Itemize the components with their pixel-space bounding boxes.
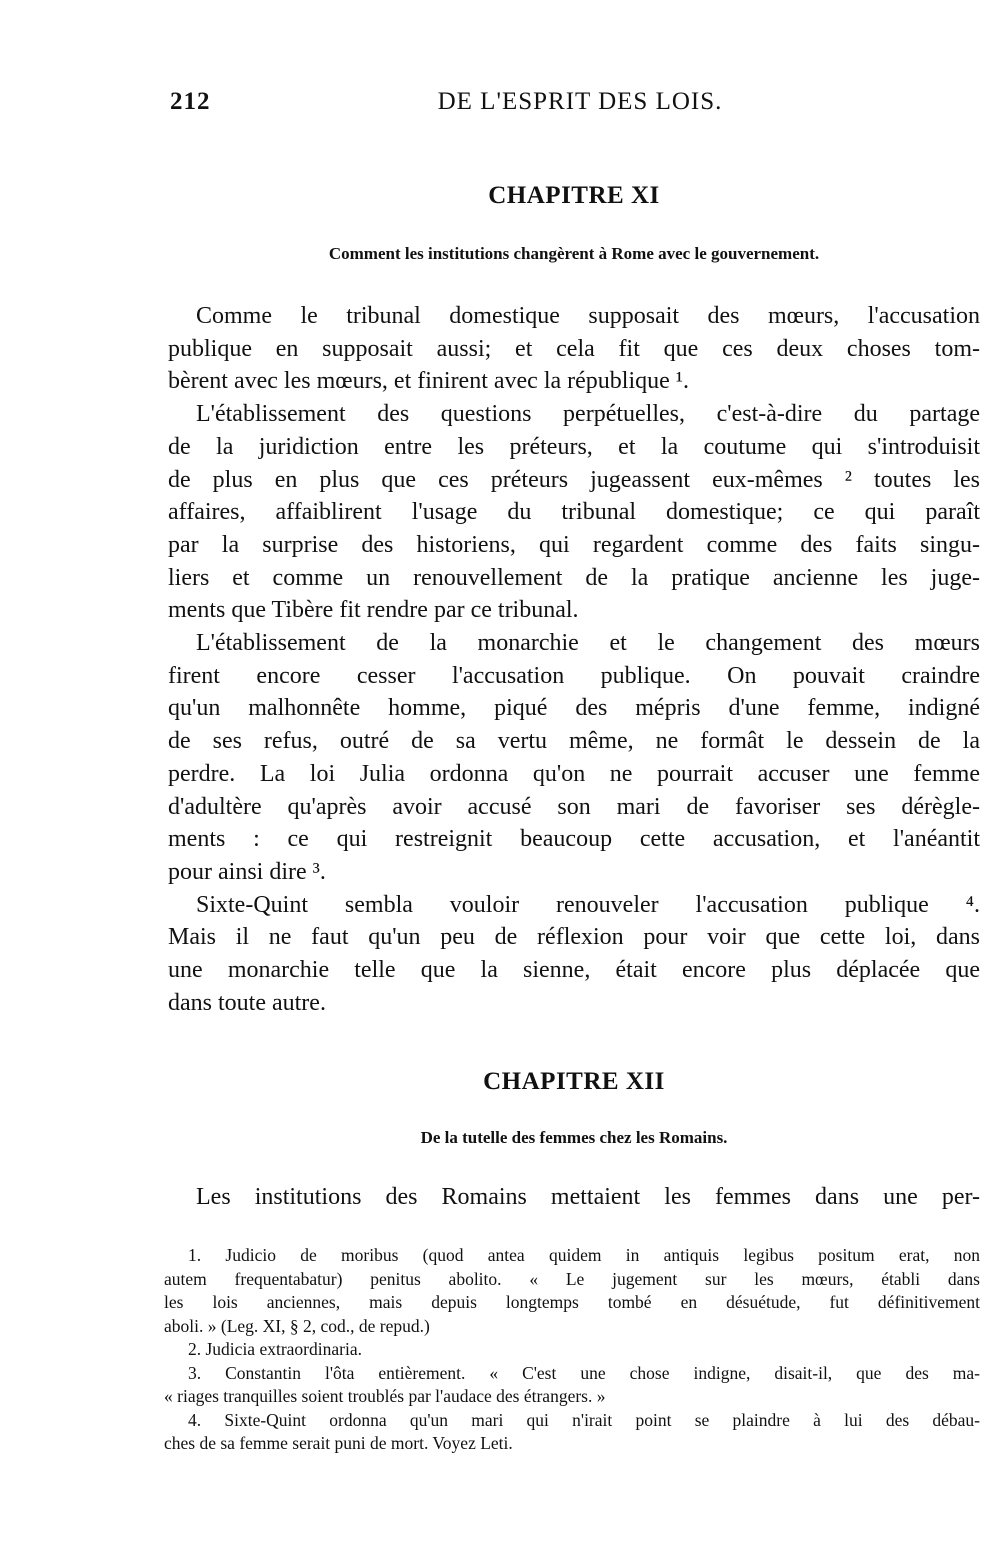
text-line: aboli. » (Leg. XI, § 2, cod., de repud.) bbox=[164, 1315, 430, 1336]
text-line: par la surprise des historiens, qui regardent comme des faits singu- bbox=[168, 531, 980, 558]
text-line: dans toute autre. bbox=[168, 989, 326, 1016]
footnote bbox=[164, 1244, 980, 1338]
text-line: une monarchie telle que la sienne, était encore plus déplacée que bbox=[168, 957, 980, 984]
text-line: L'établissement des questions perpétuelles, c'est-à-dire du partage bbox=[196, 401, 980, 428]
text-line: 4. Sixte-Quint ordonna qu'un mari qui n'irait point se plaindre à lui des débau- bbox=[188, 1409, 980, 1430]
text-line: Comme le tribunal domestique supposait des mœurs, l'accusation bbox=[196, 303, 980, 329]
chapter-12-subtitle: De la tutelle des femmes chez les Romains. bbox=[420, 1128, 728, 1147]
text-line: qu'un malhonnête homme, piqué des mépris d'une femme, indigné bbox=[168, 695, 980, 722]
text-line: 1. Judicio de moribus (quod antea quidem in antiquis legibus positum erat, non bbox=[188, 1245, 980, 1265]
text-line: Les institutions des Romains mettaient les femmes dans une per- bbox=[196, 1184, 980, 1210]
text-line: affaires, affaiblirent l'usage du tribunal domestique; ce qui paraît bbox=[168, 499, 980, 526]
text-line: de plus en plus que ces préteurs jugeassent eux-mêmes ² toutes les bbox=[168, 466, 980, 493]
footnote bbox=[164, 1409, 980, 1456]
chapter-11-title: CHAPITRE XI bbox=[488, 182, 660, 209]
footnote bbox=[164, 1338, 980, 1362]
text-line: 2. Judicia extraordinaria. bbox=[188, 1339, 362, 1359]
text-line: 3. Constantin l'ôta entièrement. « C'est une chose indigne, disait-il, que des ma- bbox=[188, 1362, 980, 1383]
text-line: perdre. La loi Julia ordonna qu'on ne pourrait accuser une femme bbox=[168, 760, 980, 787]
text-line: Mais il ne faut qu'un peu de réflexion pour voir que cette loi, dans bbox=[168, 924, 980, 951]
text-line: ments que Tibère fit rendre par ce tribunal. bbox=[168, 597, 579, 624]
text-line: de ses refus, outré de sa vertu même, ne formât le dessein de la bbox=[168, 728, 980, 755]
text-line: les lois anciennes, mais depuis longtemps tombé en désuétude, fut définitivement bbox=[164, 1292, 980, 1312]
chapter-11-subtitle: Comment les institutions changèrent à Rome avec le gouvernement. bbox=[328, 244, 820, 263]
paragraph bbox=[168, 889, 980, 1020]
chapter-12-body bbox=[168, 1181, 980, 1214]
text-line: L'établissement de la monarchie et le changement des mœurs bbox=[196, 630, 980, 657]
footnote bbox=[164, 1362, 980, 1409]
paragraph bbox=[168, 627, 980, 889]
text-line: Sixte-Quint sembla vouloir renouveler l'accusation publique ⁴. bbox=[196, 891, 980, 918]
text-line: publique en supposait aussi; et cela fit que ces deux choses tom- bbox=[168, 335, 980, 362]
page-number: 212 bbox=[170, 88, 211, 115]
text-line: firent encore cesser l'accusation publique. On pouvait craindre bbox=[168, 662, 980, 689]
footnotes bbox=[164, 1244, 980, 1456]
text-line: « riages tranquilles soient troublés par l'audace des étrangers. » bbox=[164, 1386, 606, 1406]
paragraph bbox=[168, 398, 980, 627]
text-line: ments : ce qui restreignit beaucoup cette accusation, et l'anéantit bbox=[168, 826, 980, 853]
chapter-11-body bbox=[168, 300, 980, 1019]
text-line: de la juridiction entre les préteurs, et la coutume qui s'introduisit bbox=[168, 433, 980, 460]
text-line: bèrent avec les mœurs, et finirent avec la république ¹. bbox=[168, 368, 689, 395]
text-line: d'adultère qu'après avoir accusé son mari de favoriser ses dérègle- bbox=[168, 793, 980, 820]
text-line: liers et comme un renouvellement de la pratique ancienne les juge- bbox=[168, 564, 980, 591]
text-line: pour ainsi dire ³. bbox=[168, 858, 326, 885]
chapter-12-title: CHAPITRE XII bbox=[483, 1068, 665, 1095]
text-line: ches de sa femme serait puni de mort. Voyez Leti. bbox=[164, 1433, 513, 1453]
paragraph bbox=[168, 300, 980, 398]
text-line: autem frequentabatur) penitus abolito. « Le jugement sur les mœurs, établi dans bbox=[164, 1268, 980, 1289]
paragraph bbox=[168, 1181, 980, 1214]
running-title: DE L'ESPRIT DES LOIS. bbox=[437, 88, 723, 115]
